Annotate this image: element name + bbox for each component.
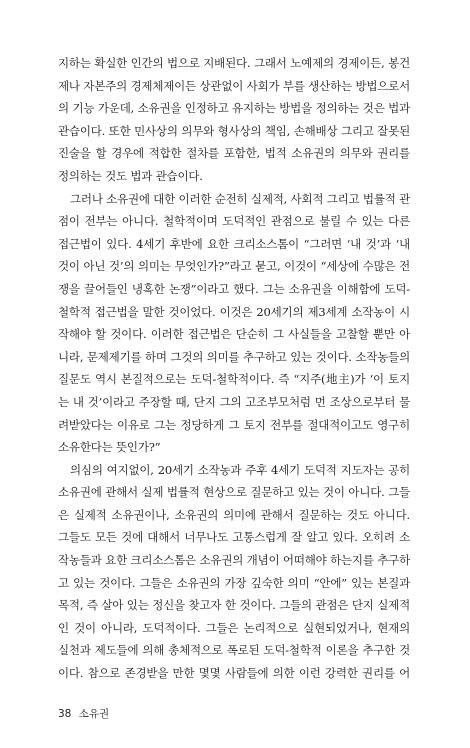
text-line: 지하는 확실한 인간의 법으로 지배된다. 그래서 노예제의 경제이든, 봉건 [58, 56, 410, 70]
text-line: 그들도 모든 것에 대해서 너무나도 고통스럽게 잘 알고 있다. 오히려 소 [58, 530, 410, 545]
text-line: 이다. 참으로 존경받을 만한 몇몇 사람들에 의한 이런 강력한 권리를 어 [58, 666, 410, 681]
text-line: 의 기능 가운데, 소유권을 인정하고 유지하는 방법을 정의하는 것은 법과 [58, 101, 410, 116]
text-line: 쟁을 끌어들인 냉혹한 논쟁”이라고 했다. 그는 소유권을 이해함에 도덕- [58, 281, 410, 296]
text-line: 점이 전부는 아니다. 철학적이며 도덕적인 관점으로 불릴 수 있는 다른 [58, 214, 410, 229]
body-text [58, 52, 410, 685]
text-line: 실천과 제도들에 의해 총체적으로 폭로된 도덕-철학적 이론을 추구한 것 [58, 643, 410, 658]
text-line: 그러나 소유권에 대한 이러한 순전히 실제적, 사회적 그리고 법률적 관 [70, 191, 411, 206]
paragraph-2 [58, 188, 410, 459]
text-line: 작해야 할 것이다. 이러한 접근법은 단순히 그 사실들을 고찰할 뿐만 아 [58, 327, 410, 342]
text-line: 정의하는 것도 법과 관습이다. [58, 168, 203, 183]
text-line: 제나 자본주의 경제체제이든 상관없이 사회가 부를 생산하는 방법으로서 [58, 78, 410, 93]
text-line: 은 실제적 소유권이나, 소유권의 의미에 관해서 질문하는 것도 아니다. [58, 507, 410, 522]
text-line: 진술을 할 경우에 적합한 절차를 포함한, 법적 소유권의 의무와 권리를 [58, 146, 410, 161]
text-line: 고 있는 것이다. 그들은 소유권의 가장 깊숙한 의미 “안에” 있는 본질과 [58, 575, 410, 590]
text-line: 는 내 것’이라고 주장할 때, 단지 그의 고조부모처럼 먼 조상으로부터 물 [58, 394, 410, 409]
text-line: 인 것이 아니라, 도덕적이다. 그들은 논리적으로 실현되었거나, 현재의 [58, 620, 410, 635]
running-title: 소유권 [78, 708, 110, 720]
page-footer [58, 706, 109, 721]
paragraph-3 [58, 459, 410, 685]
text-line: 철학적 접근법을 말한 것이었다. 이것은 20세기의 제3세계 소작농이 시 [58, 304, 410, 319]
page-number: 38 [58, 708, 72, 720]
text-line: 것이 아닌 것’의 의미는 무엇인가?”라고 묻고, 이것이 “세상에 수많은 전 [58, 259, 410, 274]
paragraph-1 [58, 52, 410, 188]
text-line: 목적, 즉 살아 있는 정신을 찾고자 한 것이다. 그들의 관점은 단지 실제적 [58, 598, 410, 613]
text-line: 질문도 역시 본질적으로는 도덕-철학적이다. 즉 “지주(地主)가 ‘이 토지 [58, 372, 410, 387]
text-line: 작농들과 요한 크리소스톰은 소유권의 개념이 어떠해야 하는지를 추구하 [58, 553, 410, 568]
text-line: 소유한다는 뜻인가?” [58, 440, 161, 455]
text-line: 니라, 문제제기를 하며 그것의 의미를 추구하고 있는 것이다. 소작농들의 [58, 349, 410, 364]
text-line: 접근법이 있다. 4세기 후반에 요한 크리소스톰이 “그러면 ‘내 것’과 ‘내 [58, 236, 410, 251]
text-line: 려받았다는 이유로 그는 정당하게 그 토지 전부를 절대적이고도 영구히 [58, 417, 410, 432]
text-line: 관습이다. 또한 민사상의 의무와 형사상의 책임, 손해배상 그리고 잘못된 [58, 123, 410, 138]
text-line: 소유권에 관해서 실제 법률적 현상으로 질문하고 있는 것이 아니다. 그들 [58, 485, 410, 500]
text-line: 의심의 여지없이, 20세기 소작농과 주후 4세기 도덕적 지도자는 공히 [70, 462, 410, 477]
